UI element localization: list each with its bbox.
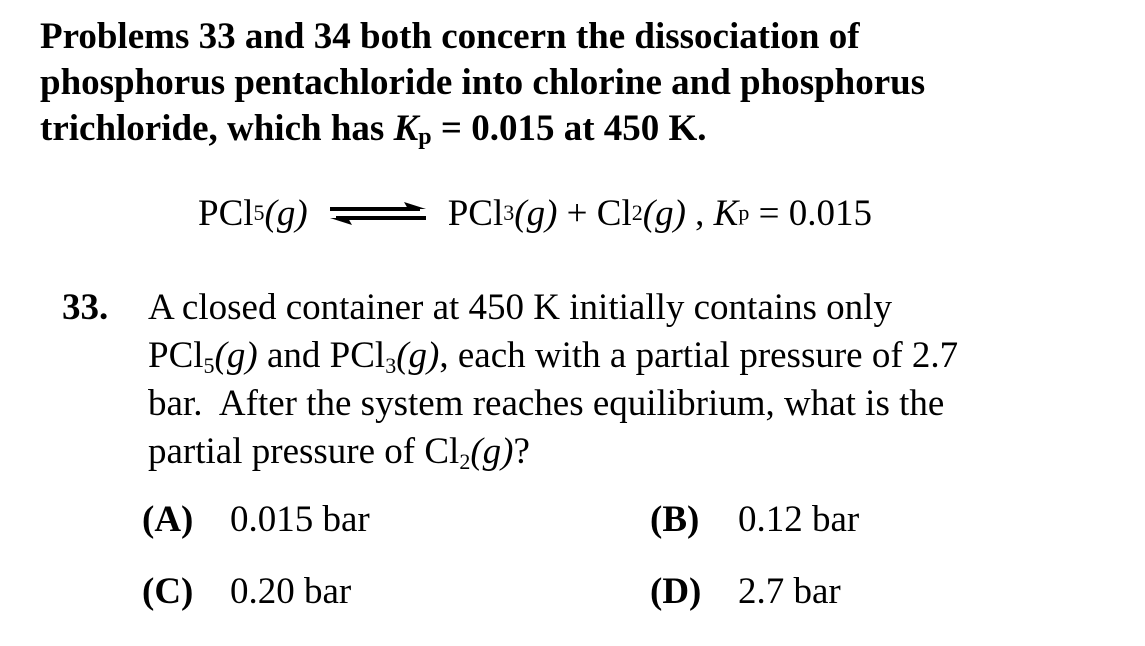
- choice-b-letter: (B): [650, 499, 700, 540]
- choice-c-text: 0.20 bar: [230, 571, 352, 612]
- species-cl2-subscript: 2: [459, 449, 471, 474]
- question-line-2: [148, 332, 1108, 380]
- species-pcl5: PCl: [148, 335, 204, 376]
- question-line-3: bar. After the system reaches equilibrium, what is the: [148, 383, 945, 424]
- species-pcl3-subscript: 3: [385, 353, 397, 378]
- question-number: 33.: [62, 287, 109, 328]
- species-pcl3: PCl: [329, 335, 386, 376]
- question-and: and: [257, 335, 330, 376]
- intro-line-3-prefix: trichloride, which has: [40, 108, 394, 149]
- species-pcl5-subscript: 5: [203, 353, 215, 378]
- choice-d-text: 2.7 bar: [738, 571, 841, 612]
- choice-a-letter: (A): [142, 499, 194, 540]
- species-pcl5-state: (g): [214, 335, 258, 376]
- species-pcl3-state: (g): [396, 335, 440, 376]
- reaction-kp-value: = 0.015: [749, 192, 872, 234]
- reaction-kp-symbol: K: [713, 192, 739, 234]
- plus-sign: +: [557, 192, 597, 234]
- choice-c-letter: (C): [142, 571, 194, 612]
- intro-line-3: [40, 106, 1120, 152]
- species-cl2-state: (g): [470, 431, 514, 472]
- choice-b-text: 0.12 bar: [738, 499, 860, 540]
- choice-c[interactable]: [142, 569, 351, 615]
- question-mark: ?: [513, 431, 530, 472]
- choice-b[interactable]: [650, 497, 859, 543]
- choice-d[interactable]: [650, 569, 841, 615]
- reaction-comma: ,: [685, 192, 714, 234]
- product2-formula: Cl: [596, 192, 632, 234]
- species-cl2: Cl: [424, 431, 460, 472]
- product1-formula: PCl: [447, 192, 504, 234]
- reactant-formula: PCl: [198, 192, 254, 234]
- intro-line-1: Problems 33 and 34 both concern the dissociation of: [40, 16, 860, 57]
- product1-state: (g): [514, 192, 558, 234]
- choice-a-text: 0.015 bar: [230, 499, 370, 540]
- intro-line-3-suffix: = 0.015 at 450 K.: [431, 108, 707, 149]
- question-line-4: [148, 428, 1108, 476]
- problem-intro: [40, 14, 1120, 152]
- intro-kp-symbol: K: [393, 108, 419, 149]
- choice-a[interactable]: [142, 497, 370, 543]
- question-line-2-rest: , each with a partial pressure of 2.7: [439, 335, 959, 376]
- product2-state: (g): [642, 192, 686, 234]
- equilibrium-arrow-icon: [328, 198, 428, 228]
- question-line-4-prefix: partial pressure of: [148, 431, 425, 472]
- reactant-state: (g): [264, 192, 308, 234]
- choice-d-letter: (D): [650, 571, 702, 612]
- question-line-1: A closed container at 450 K initially contains only: [148, 287, 892, 328]
- reaction-equation: PCl 5 (g) PCl 3 (g) + Cl 2 (g) , K p = 0.015: [198, 192, 872, 234]
- question-text: [148, 284, 1108, 476]
- intro-kp-subscript: p: [418, 124, 432, 150]
- intro-line-2: phosphorus pentachloride into chlorine and phosphorus: [40, 62, 926, 103]
